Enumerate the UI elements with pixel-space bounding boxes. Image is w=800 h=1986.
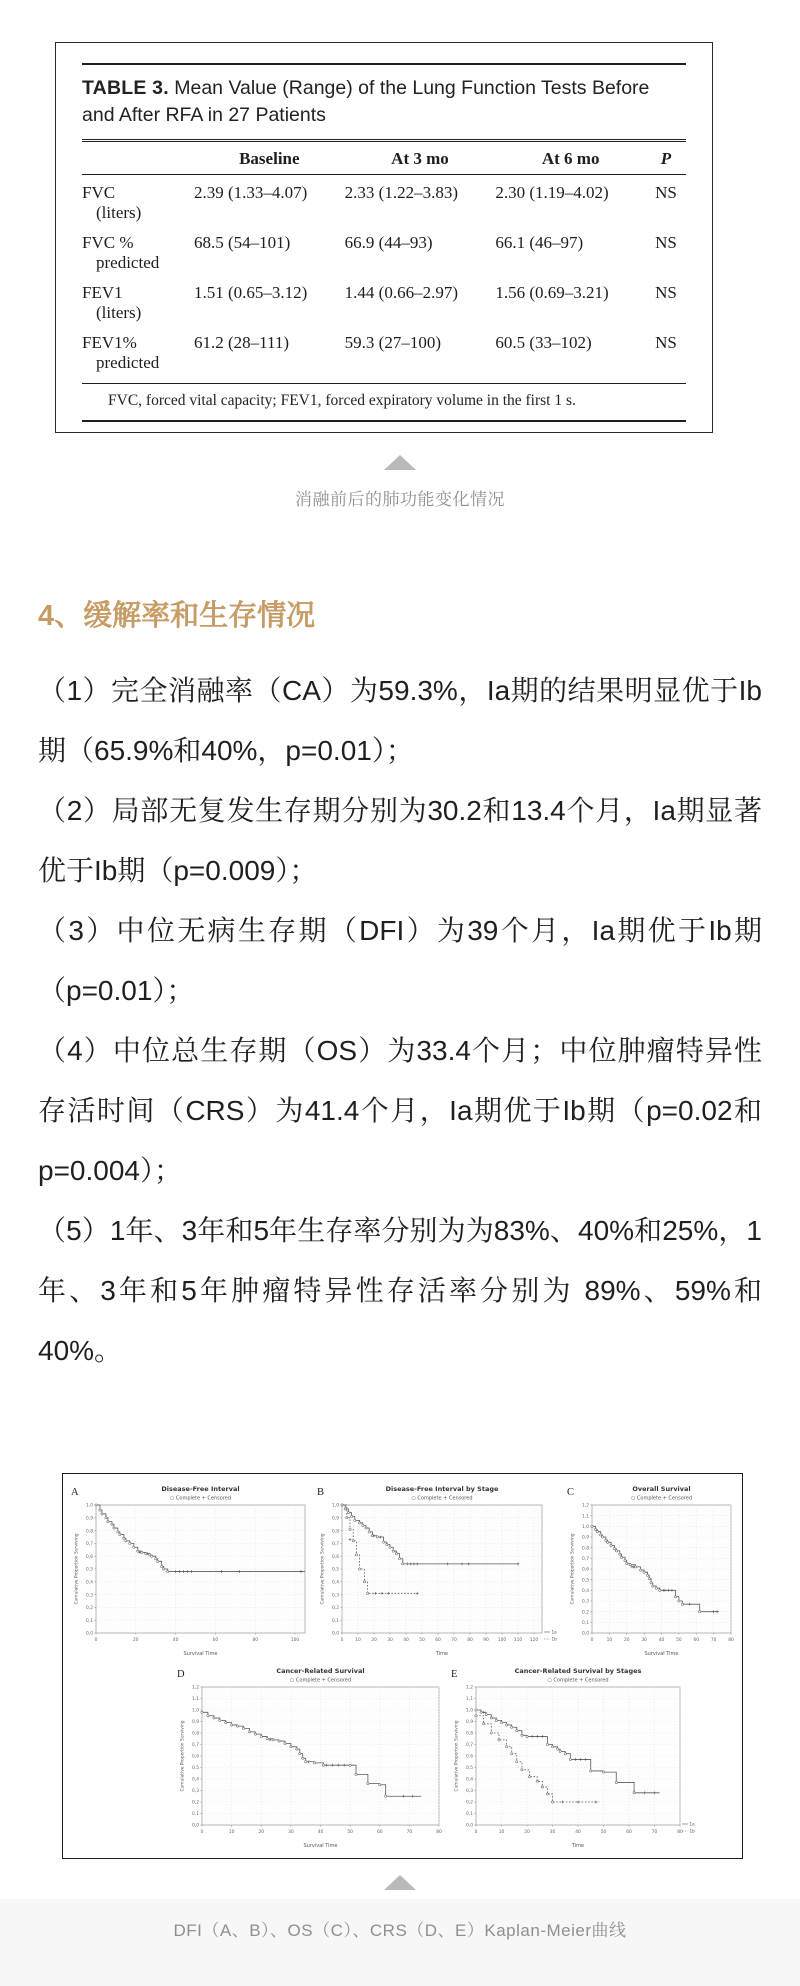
svg-text:0,9: 0,9	[582, 1535, 589, 1541]
table-cell: 66.1 (46–97)	[495, 233, 584, 252]
svg-text:1,0: 1,0	[582, 1525, 589, 1531]
svg-text:30: 30	[549, 1830, 556, 1835]
svg-text:1,0: 1,0	[332, 1503, 339, 1509]
collapse-triangle-icon	[384, 1875, 416, 1890]
svg-text:60: 60	[626, 1830, 632, 1835]
svg-text:0,0: 0,0	[192, 1823, 199, 1829]
svg-text:0,5: 0,5	[466, 1766, 473, 1772]
svg-text:120: 120	[529, 1638, 539, 1643]
svg-text:90: 90	[483, 1638, 489, 1643]
collapse-triangle-icon	[384, 455, 416, 470]
svg-text:0,1: 0,1	[192, 1812, 199, 1818]
svg-text:Cumulative Proportion Survivin: Cumulative Proportion Surviving	[180, 1720, 186, 1792]
svg-text:80: 80	[436, 1830, 442, 1835]
svg-text:0: 0	[94, 1638, 98, 1643]
svg-text:40: 40	[317, 1830, 324, 1835]
svg-text:0,1: 0,1	[86, 1618, 93, 1624]
svg-text:0,6: 0,6	[332, 1554, 339, 1560]
svg-text:10: 10	[228, 1830, 235, 1835]
table-cell: 68.5 (54–101)	[194, 233, 291, 252]
svg-text:0,8: 0,8	[466, 1731, 473, 1737]
table-cell: NS	[655, 233, 677, 252]
table-cell	[82, 325, 194, 375]
svg-text:70: 70	[406, 1830, 413, 1835]
paragraph: （1）完全消融率（CA）为59.3%，Ia期的结果明显优于Ib期（65.9%和40%，p=0.01）；	[38, 675, 762, 766]
row-sublabel: predicted	[96, 353, 160, 372]
svg-text:1,2: 1,2	[582, 1503, 589, 1509]
svg-text:60: 60	[693, 1638, 700, 1643]
svg-text:1,2: 1,2	[466, 1685, 473, 1691]
col-baseline: Baseline	[194, 142, 345, 175]
svg-text:1,2: 1,2	[192, 1685, 199, 1691]
svg-text:C: C	[567, 1487, 575, 1498]
svg-text:60: 60	[435, 1638, 441, 1643]
svg-text:Cumulative Proportion Survivin: Cumulative Proportion Surviving	[454, 1720, 460, 1792]
svg-text:0,6: 0,6	[582, 1567, 589, 1573]
svg-text:110: 110	[513, 1638, 523, 1643]
km-chart-cancer-related-survival	[175, 1664, 447, 1850]
svg-text:40: 40	[403, 1638, 409, 1643]
svg-text:0,3: 0,3	[582, 1599, 589, 1605]
svg-text:0,6: 0,6	[86, 1554, 93, 1560]
table-cell	[82, 275, 194, 325]
svg-text:80: 80	[252, 1638, 259, 1643]
table-footnote: FVC, forced vital capacity; FEV1, forced expiratory volume in the first 1 s.	[82, 383, 686, 420]
svg-text:60: 60	[376, 1830, 383, 1835]
svg-text:0,8: 0,8	[192, 1731, 199, 1737]
table-row	[82, 325, 686, 375]
svg-text:80: 80	[728, 1638, 734, 1643]
svg-text:Disease-Free Interval: Disease-Free Interval	[161, 1485, 240, 1493]
table-cell: NS	[655, 183, 677, 202]
svg-text:0,1: 0,1	[582, 1621, 589, 1627]
svg-text:0,0: 0,0	[466, 1823, 473, 1829]
table-cell: 2.39 (1.33–4.07)	[194, 183, 308, 202]
svg-text:10: 10	[606, 1638, 613, 1643]
row-label: FEV1%	[82, 333, 137, 352]
svg-text:1,1: 1,1	[466, 1697, 473, 1703]
col-parameter	[82, 142, 194, 175]
svg-text:1b: 1b	[551, 1636, 557, 1642]
svg-text:1,0: 1,0	[466, 1708, 473, 1714]
svg-text:10: 10	[355, 1638, 361, 1643]
svg-text:20: 20	[133, 1638, 139, 1643]
kaplan-meier-figure	[62, 1473, 743, 1859]
svg-text:100: 100	[497, 1638, 507, 1643]
paragraph: （5）1年、3年和5年生存率分别为为83%、40%和25%，1年、3年和5年肿瘤特异性存活率分别为 89%、59%和40%。	[38, 1215, 762, 1366]
table-row	[82, 275, 686, 325]
table-cell: 59.3 (27–100)	[344, 333, 441, 352]
svg-text:0,2: 0,2	[332, 1606, 339, 1612]
svg-text:50: 50	[676, 1638, 682, 1643]
figure-caption-strip	[0, 1899, 800, 1986]
svg-text:Cancer-Related Survival: Cancer-Related Survival	[276, 1667, 365, 1675]
svg-text:0,6: 0,6	[192, 1754, 199, 1760]
col-3mo: At 3 mo	[345, 142, 496, 175]
svg-text:0,0: 0,0	[332, 1631, 339, 1637]
svg-text:20: 20	[623, 1638, 630, 1643]
svg-text:60: 60	[212, 1638, 219, 1643]
figure-caption-block	[0, 1875, 800, 1986]
row-label: FEV1	[82, 283, 123, 302]
svg-text:0,9: 0,9	[192, 1720, 199, 1726]
svg-text:○ Complete + Censored: ○ Complete + Censored	[169, 1495, 232, 1502]
svg-text:0,8: 0,8	[86, 1529, 93, 1535]
svg-text:50: 50	[600, 1830, 607, 1835]
svg-text:40: 40	[172, 1638, 179, 1643]
svg-text:0,4: 0,4	[582, 1589, 589, 1595]
table-cell: 2.33 (1.22–3.83)	[344, 183, 458, 202]
svg-text:0,1: 0,1	[332, 1618, 339, 1624]
km-chart-disease-free-interval	[69, 1482, 313, 1658]
svg-text:Survival Time: Survival Time	[644, 1651, 679, 1657]
svg-text:A: A	[71, 1487, 79, 1498]
svg-text:1b: 1b	[689, 1828, 695, 1834]
svg-text:0,4: 0,4	[86, 1580, 93, 1586]
table-cell: NS	[655, 283, 677, 302]
table-cell	[82, 225, 194, 275]
svg-text:0,3: 0,3	[86, 1593, 93, 1599]
svg-text:0: 0	[474, 1830, 478, 1835]
table-cell: 1.51 (0.65–3.12)	[194, 283, 308, 302]
table-title	[82, 75, 686, 129]
svg-text:70: 70	[710, 1638, 717, 1643]
row-label: FVC	[82, 183, 116, 202]
svg-text:0,0: 0,0	[582, 1631, 589, 1637]
table-row	[82, 225, 686, 275]
svg-text:0,8: 0,8	[332, 1529, 339, 1535]
svg-text:30: 30	[641, 1638, 647, 1643]
svg-text:0,7: 0,7	[86, 1542, 93, 1548]
paragraph: （2）局部无复发生存期分别为30.2和13.4个月，Ia期显著优于Ib期（p=0.009）；	[38, 795, 762, 886]
table	[82, 142, 686, 375]
svg-text:1,0: 1,0	[86, 1503, 93, 1509]
row-sublabel: (liters)	[96, 203, 142, 222]
svg-text:0,8: 0,8	[582, 1546, 589, 1552]
svg-text:0,0: 0,0	[86, 1631, 93, 1637]
km-chart-disease-free-interval-by-stage	[315, 1482, 563, 1658]
svg-text:20: 20	[524, 1830, 530, 1835]
svg-text:Disease-Free Interval by Stage: Disease-Free Interval by Stage	[385, 1485, 499, 1493]
km-chart-cancer-related-survival-by-stages	[449, 1664, 701, 1850]
col-6mo: At 6 mo	[495, 142, 646, 175]
svg-text:0,5: 0,5	[192, 1766, 199, 1772]
section-heading: 4、缓解率和生存情况	[38, 600, 316, 632]
svg-text:0,2: 0,2	[192, 1800, 199, 1806]
table-top-rule	[82, 63, 686, 65]
svg-text:Cancer-Related Survival by Sta: Cancer-Related Survival by Stages	[514, 1667, 642, 1675]
table-caption: 消融前后的肺功能变化情况	[295, 490, 505, 509]
svg-text:0,4: 0,4	[466, 1777, 473, 1783]
table-cell: 60.5 (33–102)	[495, 333, 592, 352]
svg-text:E: E	[451, 1669, 458, 1680]
svg-text:0: 0	[590, 1638, 594, 1643]
svg-text:10: 10	[498, 1830, 505, 1835]
svg-text:70: 70	[651, 1830, 658, 1835]
svg-text:D: D	[177, 1669, 185, 1680]
svg-text:0,3: 0,3	[332, 1593, 339, 1599]
svg-text:0: 0	[200, 1830, 204, 1835]
table-cell: 1.44 (0.66–2.97)	[344, 283, 458, 302]
svg-text:50: 50	[347, 1830, 353, 1835]
svg-text:Cumulative Proportion Survivin: Cumulative Proportion Surviving	[570, 1533, 576, 1605]
svg-text:○ Complete + Censored: ○ Complete + Censored	[289, 1677, 352, 1684]
svg-text:20: 20	[371, 1638, 377, 1643]
table-cell: 66.9 (44–93)	[344, 233, 433, 252]
table-row	[82, 175, 686, 226]
lung-function-table-figure	[55, 42, 713, 433]
table-cell: 1.56 (0.69–3.21)	[495, 283, 609, 302]
svg-text:80: 80	[677, 1830, 683, 1835]
svg-text:○ Complete + Censored: ○ Complete + Censored	[547, 1677, 609, 1684]
svg-text:Overall Survival: Overall Survival	[632, 1485, 691, 1493]
svg-text:0,7: 0,7	[192, 1743, 199, 1749]
svg-text:0,2: 0,2	[466, 1800, 473, 1806]
svg-text:0,9: 0,9	[332, 1516, 339, 1522]
svg-text:40: 40	[658, 1638, 665, 1643]
row-sublabel: predicted	[96, 253, 160, 272]
svg-text:0,6: 0,6	[466, 1754, 473, 1760]
svg-text:0,5: 0,5	[86, 1567, 93, 1573]
svg-text:0,3: 0,3	[192, 1789, 199, 1795]
table-caption-block	[0, 455, 800, 510]
svg-text:100: 100	[290, 1638, 300, 1643]
svg-text:○ Complete + Censored: ○ Complete + Censored	[411, 1495, 473, 1502]
table-header-row	[82, 142, 686, 175]
svg-text:0,3: 0,3	[466, 1789, 473, 1795]
row-sublabel: (liters)	[96, 303, 142, 322]
table-bottom-rule	[82, 420, 686, 422]
svg-text:70: 70	[451, 1638, 457, 1643]
svg-text:Cumulative Proportion Survivin: Cumulative Proportion Surviving	[320, 1533, 326, 1605]
svg-text:Time: Time	[571, 1843, 585, 1849]
svg-text:0,2: 0,2	[582, 1610, 589, 1616]
svg-text:Time: Time	[435, 1651, 449, 1657]
km-chart-overall-survival	[565, 1482, 739, 1658]
svg-text:0,7: 0,7	[332, 1542, 339, 1548]
table-cell: 2.30 (1.19–4.02)	[495, 183, 609, 202]
table-number: TABLE 3.	[82, 77, 169, 99]
svg-text:Cumulative Proportion Survivin: Cumulative Proportion Surviving	[74, 1533, 80, 1605]
svg-text:1a: 1a	[551, 1629, 557, 1635]
svg-text:Survival Time: Survival Time	[303, 1843, 338, 1849]
svg-text:0,4: 0,4	[332, 1580, 339, 1586]
svg-text:0: 0	[340, 1638, 344, 1643]
svg-text:1,0: 1,0	[192, 1708, 199, 1714]
row-label: FVC %	[82, 233, 134, 252]
svg-text:30: 30	[387, 1638, 393, 1643]
svg-text:0,9: 0,9	[86, 1516, 93, 1522]
svg-text:0,4: 0,4	[192, 1777, 199, 1783]
svg-text:0,2: 0,2	[86, 1606, 93, 1612]
svg-text:0,7: 0,7	[466, 1743, 473, 1749]
table-cell	[82, 175, 194, 226]
svg-text:○ Complete + Censored: ○ Complete + Censored	[630, 1495, 693, 1502]
svg-text:0,1: 0,1	[466, 1812, 473, 1818]
col-p: P	[646, 142, 686, 175]
svg-text:Survival Time: Survival Time	[183, 1651, 218, 1657]
section-body	[38, 661, 762, 1381]
figure-caption: DFI（A、B）、OS（C）、CRS（D、E）Kaplan-Meier曲线	[173, 1921, 627, 1940]
svg-text:30: 30	[288, 1830, 294, 1835]
svg-text:50: 50	[419, 1638, 425, 1643]
svg-text:0,7: 0,7	[582, 1557, 589, 1563]
svg-text:0,5: 0,5	[582, 1578, 589, 1584]
svg-text:80: 80	[467, 1638, 473, 1643]
svg-text:0,5: 0,5	[332, 1567, 339, 1573]
table-title-text: Mean Value (Range) of the Lung Function Tests Before and After RFA in 27 Patients	[82, 77, 650, 126]
svg-text:20: 20	[258, 1830, 265, 1835]
svg-text:1a: 1a	[689, 1821, 695, 1827]
table-cell: 61.2 (28–111)	[194, 333, 290, 352]
svg-text:0,9: 0,9	[466, 1720, 473, 1726]
svg-text:1,1: 1,1	[192, 1697, 199, 1703]
paragraph: （3）中位无病生存期（DFI）为39个月，Ia期优于Ib期（p=0.01）；	[38, 915, 762, 1006]
svg-text:1,1: 1,1	[582, 1514, 589, 1520]
svg-text:B: B	[317, 1487, 325, 1498]
paragraph: （4）中位总生存期（OS）为33.4个月；中位肿瘤特异性存活时间（CRS）为41.4个月，Ia期优于Ib期（p=0.02和p=0.004）；	[38, 1035, 762, 1186]
svg-text:40: 40	[575, 1830, 581, 1835]
table-cell: NS	[655, 333, 677, 352]
